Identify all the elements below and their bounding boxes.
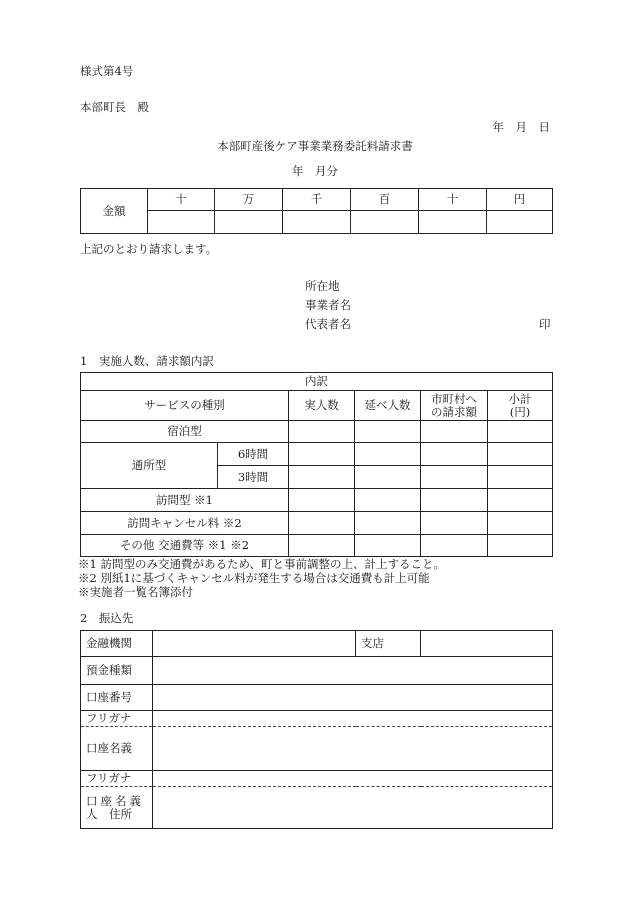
row-stay-label: 宿泊型 (81, 421, 289, 443)
day-care-3h-subtotal-cell (488, 466, 553, 489)
header-service-type: サービスの種別 (81, 391, 289, 421)
header-subtotal (488, 391, 553, 421)
visit-subtotal-cell (488, 489, 553, 512)
branch-value-cell (421, 631, 553, 657)
row-day-care-6h-label: 6時間 (218, 443, 289, 466)
representative-label: 代表者名 (305, 317, 351, 331)
stay-municipal-claim-cell (421, 421, 488, 443)
day-care-6h-municipal-claim-cell (421, 443, 488, 466)
form-number: 様式第4号 (80, 64, 134, 78)
amount-digit-cell (351, 211, 419, 234)
amount-digit-cell (148, 211, 215, 234)
bank-transfer-table (80, 630, 553, 829)
amount-unit-ten-thousand: 万 (215, 189, 283, 211)
row-visit-label: 訪問型 ※1 (81, 489, 289, 512)
other-subtotal-cell (488, 535, 553, 557)
bank-label: 金融機関 (81, 631, 153, 657)
row-other-label: その他 交通費等 ※1 ※2 (81, 535, 289, 557)
row-day-care-3h-label: 3時間 (218, 466, 289, 489)
header-municipal-claim (421, 391, 488, 421)
document-title: 本部町産後ケア事業業務委託料請求書 (217, 139, 413, 153)
other-municipal-claim-cell (421, 535, 488, 557)
business-name-label: 事業者名 (305, 298, 351, 312)
furigana-value-cell-2 (153, 771, 553, 787)
amount-table (80, 188, 553, 234)
visit-cancel-actual-persons-cell (289, 512, 355, 535)
request-statement: 上記のとおり請求します。 (80, 242, 218, 256)
holder-address-label-line1: 口座名義 (86, 793, 144, 808)
stay-actual-persons-cell (289, 421, 355, 443)
addressee: 本部町長 殿 (80, 100, 149, 114)
amount-unit-hundred-thousand: 十 (148, 189, 215, 211)
note-2: ※2 別紙1に基づくキャンセル料が発生する場合は交通費も計上可能 (78, 571, 430, 585)
amount-unit-thousand: 千 (283, 189, 351, 211)
amount-unit-yen: 円 (487, 189, 553, 211)
billing-period: 年 月分 (292, 164, 338, 178)
header-subtotal-line1: 小計 (508, 391, 532, 406)
visit-total-persons-cell (355, 489, 421, 512)
holder-address-label (81, 787, 153, 829)
bank-value-cell (153, 631, 356, 657)
amount-digit-cell (283, 211, 351, 234)
date-line: 年 月 日 (492, 120, 550, 134)
holder-address-label-line2: 人 住所 (86, 806, 132, 821)
account-number-value-cell (153, 685, 553, 711)
breakdown-title: 内訳 (81, 373, 553, 391)
day-care-6h-total-persons-cell (355, 443, 421, 466)
amount-digit-cell (215, 211, 283, 234)
visit-cancel-total-persons-cell (355, 512, 421, 535)
header-total-persons: 延べ人数 (355, 391, 421, 421)
section1-heading: 1 実施人数、請求額内訳 (80, 354, 214, 368)
header-subtotal-line2: (円) (509, 404, 531, 419)
account-number-label: 口座番号 (81, 685, 153, 711)
visit-actual-persons-cell (289, 489, 355, 512)
header-municipal-claim-line1: 市町村へ (431, 391, 477, 406)
day-care-3h-municipal-claim-cell (421, 466, 488, 489)
day-care-6h-actual-persons-cell (289, 443, 355, 466)
note-1: ※1 訪問型のみ交通費があるため、町と事前調整の上、計上すること。 (78, 557, 446, 571)
breakdown-table (80, 372, 553, 557)
furigana-label: フリガナ (81, 711, 153, 727)
furigana-label-2: フリガナ (81, 771, 153, 787)
branch-label: 支店 (356, 631, 421, 657)
row-day-care-label: 通所型 (81, 443, 218, 489)
furigana-value-cell (153, 711, 553, 727)
account-name-label: 口座名義 (81, 727, 153, 771)
amount-unit-ten: 十 (419, 189, 487, 211)
visit-municipal-claim-cell (421, 489, 488, 512)
visit-cancel-municipal-claim-cell (421, 512, 488, 535)
deposit-type-label: 預金種類 (81, 657, 153, 685)
other-actual-persons-cell (289, 535, 355, 557)
holder-address-value-cell (153, 787, 553, 829)
amount-digit-cell (487, 211, 553, 234)
other-total-persons-cell (355, 535, 421, 557)
deposit-type-value-cell (153, 657, 553, 685)
amount-digit-cell (419, 211, 487, 234)
section2-heading: 2 振込先 (80, 611, 134, 625)
day-care-6h-subtotal-cell (488, 443, 553, 466)
stay-subtotal-cell (488, 421, 553, 443)
header-municipal-claim-line2: の請求額 (431, 404, 477, 419)
seal-label: 印 (539, 317, 551, 331)
stay-total-persons-cell (355, 421, 421, 443)
day-care-3h-total-persons-cell (355, 466, 421, 489)
note-3: ※実施者一覧名簿添付 (78, 585, 193, 599)
amount-unit-hundred: 百 (351, 189, 419, 211)
header-actual-persons: 実人数 (289, 391, 355, 421)
address-label: 所在地 (305, 279, 340, 293)
row-visit-cancel-label: 訪問キャンセル料 ※2 (81, 512, 289, 535)
account-name-value-cell (153, 727, 553, 771)
day-care-3h-actual-persons-cell (289, 466, 355, 489)
amount-label: 金額 (81, 189, 148, 234)
visit-cancel-subtotal-cell (488, 512, 553, 535)
